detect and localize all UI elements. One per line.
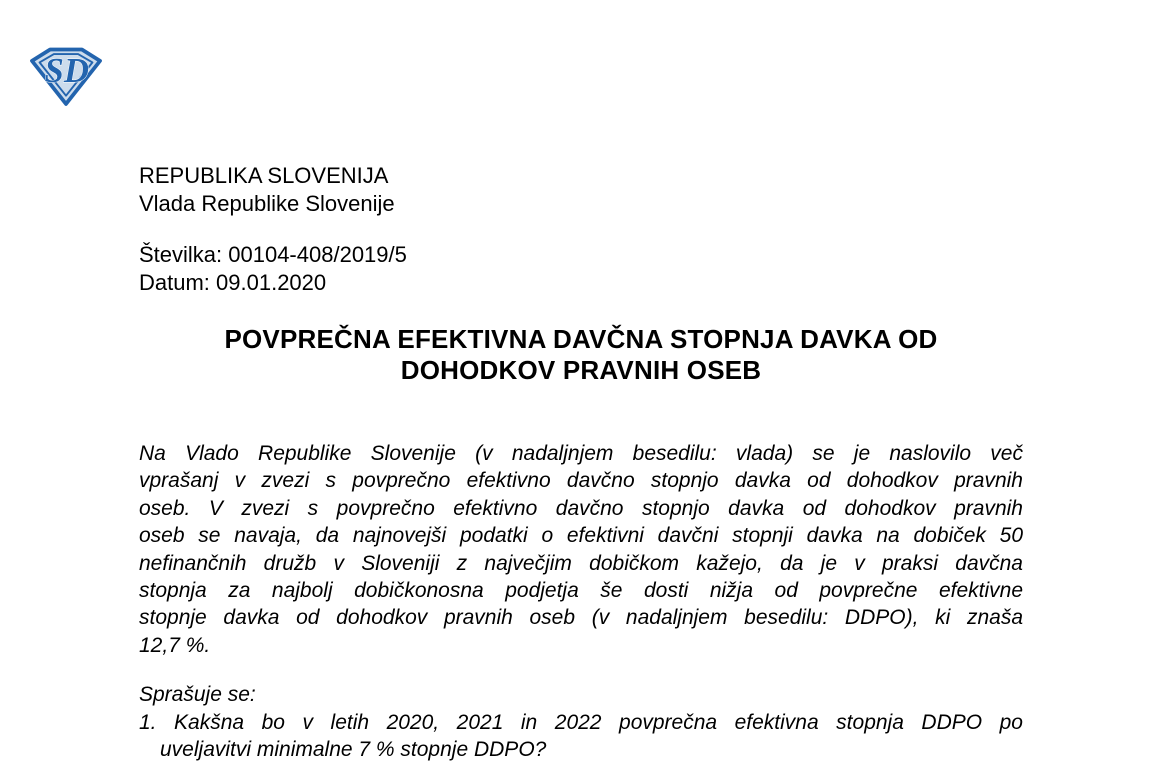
- paragraph-line: 12,7 %.: [139, 633, 211, 657]
- doc-date: Datum: 09.01.2020: [139, 269, 327, 295]
- sd-diamond-logo: [28, 45, 104, 107]
- body-paragraph: [139, 440, 1023, 659]
- paragraph-line: stopnja za najbolj dobičkonosna podjetja še dosti nižja od povprečne efektivne: [139, 579, 1023, 603]
- paragraph-line: stopnje davka od dohodkov pravnih oseb (v nadaljnjem besedilu: DDPO), ki znaša: [139, 606, 1023, 630]
- doc-title: [139, 324, 1023, 385]
- org-header: [139, 162, 395, 217]
- logo-letters: SD: [44, 51, 89, 91]
- paragraph-line: oseb. V zvezi s povprečno efektivno davčno stopnjo davka od dohodkov pravnih: [139, 496, 1023, 520]
- questions-intro: Sprašuje se:: [139, 683, 256, 706]
- org-name: REPUBLIKA SLOVENIJA: [139, 163, 389, 188]
- paragraph-line: Na Vlado Republike Slovenije (v nadaljnjem besedilu: vlada) se je naslovilo več: [139, 442, 1023, 465]
- doc-meta: [139, 241, 407, 296]
- doc-title-line1: POVPREČNA EFEKTIVNA DAVČNA STOPNJA DAVKA OD: [224, 324, 938, 354]
- sd-diamond-logo-graphic: [28, 45, 104, 107]
- doc-title-line2: DOHODKOV PRAVNIH OSEB: [400, 354, 762, 385]
- paragraph-line: oseb se navaja, da najnovejši podatki o efektivni davčni stopnji davka na dobiček 50: [139, 524, 1023, 548]
- question-item-1-continuation: uveljavitvi minimalne 7 % stopnje DDPO?: [160, 738, 547, 761]
- question-item-1: 1. Kakšna bo v letih 2020, 2021 in 2022 povprečna efektivna stopnja DDPO po: [139, 711, 1023, 734]
- doc-number: Številka: 00104-408/2019/5: [139, 242, 407, 267]
- org-subname: Vlada Republike Slovenije: [139, 190, 395, 216]
- paragraph-line: nefinančnih družb v Sloveniji z največjim dobičkom kažejo, da je v praksi davčna: [139, 551, 1023, 575]
- paragraph-line: vprašanj v zvezi s povprečno efektivno davčno stopnjo davka od dohodkov pravnih: [139, 469, 1023, 493]
